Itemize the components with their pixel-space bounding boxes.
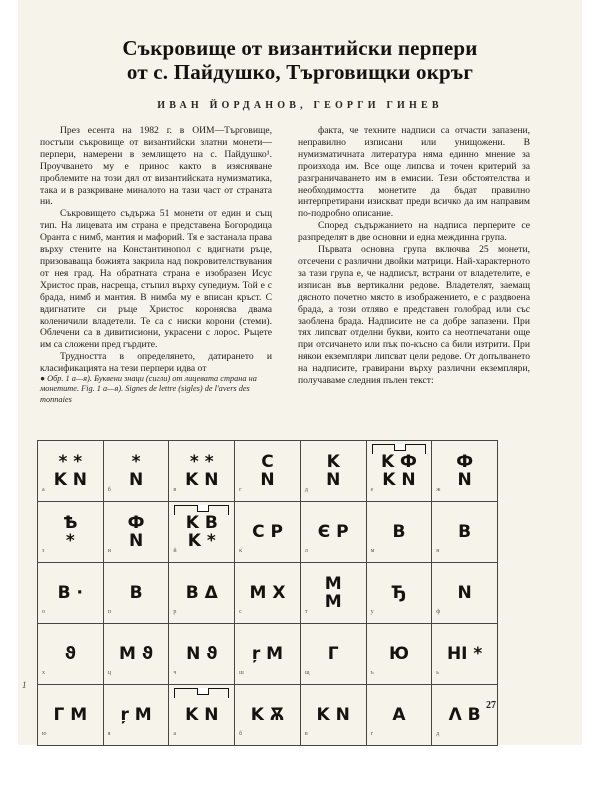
sigla-cell-letter: х [42,670,45,676]
left-column [40,125,272,375]
sigla-glyphs: * * K N [185,452,219,490]
sigla-glyphs: Є P [317,522,349,542]
sigla-cell-letter: р [173,609,177,615]
sigla-glyphs: K N [326,452,341,490]
sigla-glyphs: Ђ [391,583,407,603]
sigla-glyphs: ŗ M [251,644,284,664]
sigla-cell-letter: в [173,487,177,493]
crenellation-frame [174,688,229,698]
sigla-cell-letter: ш [239,670,244,676]
sigla-cell [235,624,301,685]
sigla-cell [235,441,301,502]
sigla-cell [104,563,170,624]
sigla-glyphs: B [392,522,406,542]
sigla-cell-letter: т [304,609,308,615]
paragraph: Съкровището съдържа 51 монети от един и същ тип. На лицевата им страна е представена Богородица Оранта с нимб, мантия и мафорий. Тя е застанала права върху стените на Константинопол с вдигнати ръце, призоваваща божията закрила над покровителствувания от нея град. На обратната страна е изобразен Исус Христос прав, насреща, стъпил върху супедиум. Той е с брада, нимб и мантия. В нимба му е вписан кръст. С вдигнатите си ръце Христос коронясва двама коленичили владетели. Те са с ниски корони (стеми). Облечени са в дивитисиони, украсени с лорос. Ръцете им са сложени пред гърдите. [40,208,272,351]
figure-caption: ● Обр. 1 а—я). Буквени знаци (сигли) от лицевата страна на монетите. Fig. 1 а—я). Signes de lettre (sigles) de l'avers des monnaies [40,374,257,404]
sigla-glyphs: B [129,583,143,603]
sigla-cell [301,563,367,624]
paragraph: факта, че техните надписи са отчасти запазени, неправилно изписани или унищожени. В нумизматичната литература няма единно мнение за произхода им. Все още липсва и точен критерий за разграничаването им в емисии. Тези обстоятелства и необходимостта монетите да бъдат правилно интерпретирани изискват преди всичко да им направим по-подробно описание. [298,125,530,220]
sigla-cell [367,685,433,746]
sigla-cell-letter: с [239,609,242,615]
sigla-cell [301,624,367,685]
sigla-cell-letter: о [42,609,45,615]
sigla-cell-letter: г [370,731,374,737]
sigla-glyphs: ϑ [64,644,76,664]
page-number: 27 [486,700,496,711]
sigla-cell [235,685,301,746]
sigla-cell-letter: з [42,548,45,554]
sigla-cell-letter: ю [42,731,47,737]
margin-mark: 1 [22,680,27,690]
sigla-cell-letter: ь [436,670,440,676]
sigla-cell [301,502,367,563]
article-authors: ИВАН ЙОРДАНОВ, ГЕОРГИ ГИНЕВ [157,100,443,111]
sigla-cell-letter: я [107,731,111,737]
paragraph: Трудността в определянето, датирането и класификацията на тези перпери идва от [40,351,272,375]
sigla-cell [301,441,367,502]
sigla-glyphs: K N [185,705,219,725]
sigla-cell-letter: д [304,487,308,493]
sigla-glyphs: * N [128,452,144,490]
sigla-glyphs: N ϑ [186,644,218,664]
sigla-cell [38,624,104,685]
sigla-cell [235,502,301,563]
paragraph: През есента на 1982 г. в ОИМ—Търговище, постъпи съкровище от византийски златни монети— перпери, намерени в землището на с. Пайдушко¹. Проучването му е принос както в изясняване проблемите на този дял от византийската нумизматика, така и в разкриване миналото на тази част от страната ни. [40,125,272,208]
sigla-cell-letter: а [42,487,45,493]
sigla-cell-letter: и [107,548,111,554]
sigla-glyphs: M X [249,583,286,603]
sigla-cell-letter: б [107,487,111,493]
sigla-cell [301,685,367,746]
sigla-glyphs: Ф N [456,452,474,490]
sigla-glyphs: * * K N [53,452,88,490]
sigla-cell [432,502,498,563]
sigla-cell-letter: ж [436,487,441,493]
sigla-glyphs: Λ B [448,705,481,725]
sigla-cell-letter: а [173,731,177,737]
sigla-cell-letter: у [370,609,374,615]
article-title-line1: Съкровище от византийски перпери [122,36,478,60]
right-column [298,125,530,387]
sigla-cell-letter: й [173,548,177,554]
sigla-glyphs: B · [57,583,84,603]
sigla-glyphs: C N [260,452,275,490]
sigla-cell [169,685,235,746]
sigla-cell [367,441,433,502]
sigla-cell [169,624,235,685]
sigla-cell-letter: к [239,548,243,554]
sigla-cell-letter: ц [107,670,111,676]
sigla-cell [432,563,498,624]
sigla-cell-letter: д [436,731,440,737]
sigla-cell [38,502,104,563]
sigla-cell [367,502,433,563]
sigla-glyphs: Ф N [127,513,145,551]
sigla-glyphs: Ю [388,644,409,664]
sigla-table [37,440,498,746]
sigla-cell-letter: ч [173,670,177,676]
sigla-cell [169,502,235,563]
sigla-cell [104,502,170,563]
sigla-glyphs: M ϑ [119,644,154,664]
sigla-cell-letter: п [107,609,111,615]
sigla-cell [367,563,433,624]
paragraph: Според съдържанието на надписа перперите се разпределят в две основни и една междинна група. [298,220,530,244]
crenellation-frame [174,505,229,515]
sigla-cell-letter: в [304,731,308,737]
sigla-glyphs: A [392,705,406,725]
article-title-line2: от с. Пайдушко, Търговищки окръг [126,60,474,84]
sigla-cell [169,563,235,624]
sigla-cell [169,441,235,502]
sigla-glyphs: B Δ [185,583,218,603]
sigla-glyphs: Ѣ * [63,513,78,551]
sigla-cell [38,441,104,502]
sigla-glyphs: K B K * [185,513,218,551]
sigla-glyphs: M M [324,574,342,612]
sigla-cell [432,441,498,502]
sigla-cell-letter: м [370,548,375,554]
sigla-cell-letter: б [239,731,243,737]
sigla-glyphs: C P [252,522,283,542]
sigla-glyphs: B [458,522,472,542]
sigla-cell [432,624,498,685]
sigla-glyphs: K N [316,705,350,725]
sigla-cell [367,624,433,685]
sigla-cell [104,685,170,746]
sigla-glyphs: K Ѫ [250,705,285,725]
sigla-cell-letter: ъ [370,670,374,676]
sigla-cell [38,685,104,746]
sigla-cell-letter: н [436,548,440,554]
sigla-glyphs: ŗ M [120,705,152,725]
sigla-cell-letter: щ [304,670,310,676]
sigla-cell-letter: г [239,487,242,493]
sigla-glyphs: Г [327,644,339,664]
sigla-cell-letter: л [304,548,308,554]
sigla-cell-letter: е [370,487,374,493]
paragraph: Първата основна група включва 25 монети, отсечени с различни двойки матрици. Най-характерното за тази група е, че надписът, встрани от владетелите, е изписан във вертикални редове. Владетелят, заемащ дясното почетно място в изображението, е с раздвоена брада, а този отляво е представен голобрад или със заоблена брада. Надписите не са добре запазени. При тях липсват отделни букви, които са неотпечатани още при отсичането или пък по-късно са били изтрити. При някои екземпляри липсват цели редове. От допълването на надписите, гравирани върху различни екземпляри, получаваме следния пълен текст: [298,244,530,387]
sigla-cell [38,563,104,624]
sigla-glyphs: K Ф K N [380,452,417,490]
sigla-cell [104,441,170,502]
crenellation-frame [372,444,427,454]
sigla-cell-letter: ф [436,609,441,615]
sigla-cell [432,685,498,746]
sigla-cell [235,563,301,624]
sigla-glyphs: N [457,583,472,603]
sigla-glyphs: Г M [53,705,88,725]
sigla-glyphs: HI * [446,644,483,664]
sigla-cell [104,624,170,685]
